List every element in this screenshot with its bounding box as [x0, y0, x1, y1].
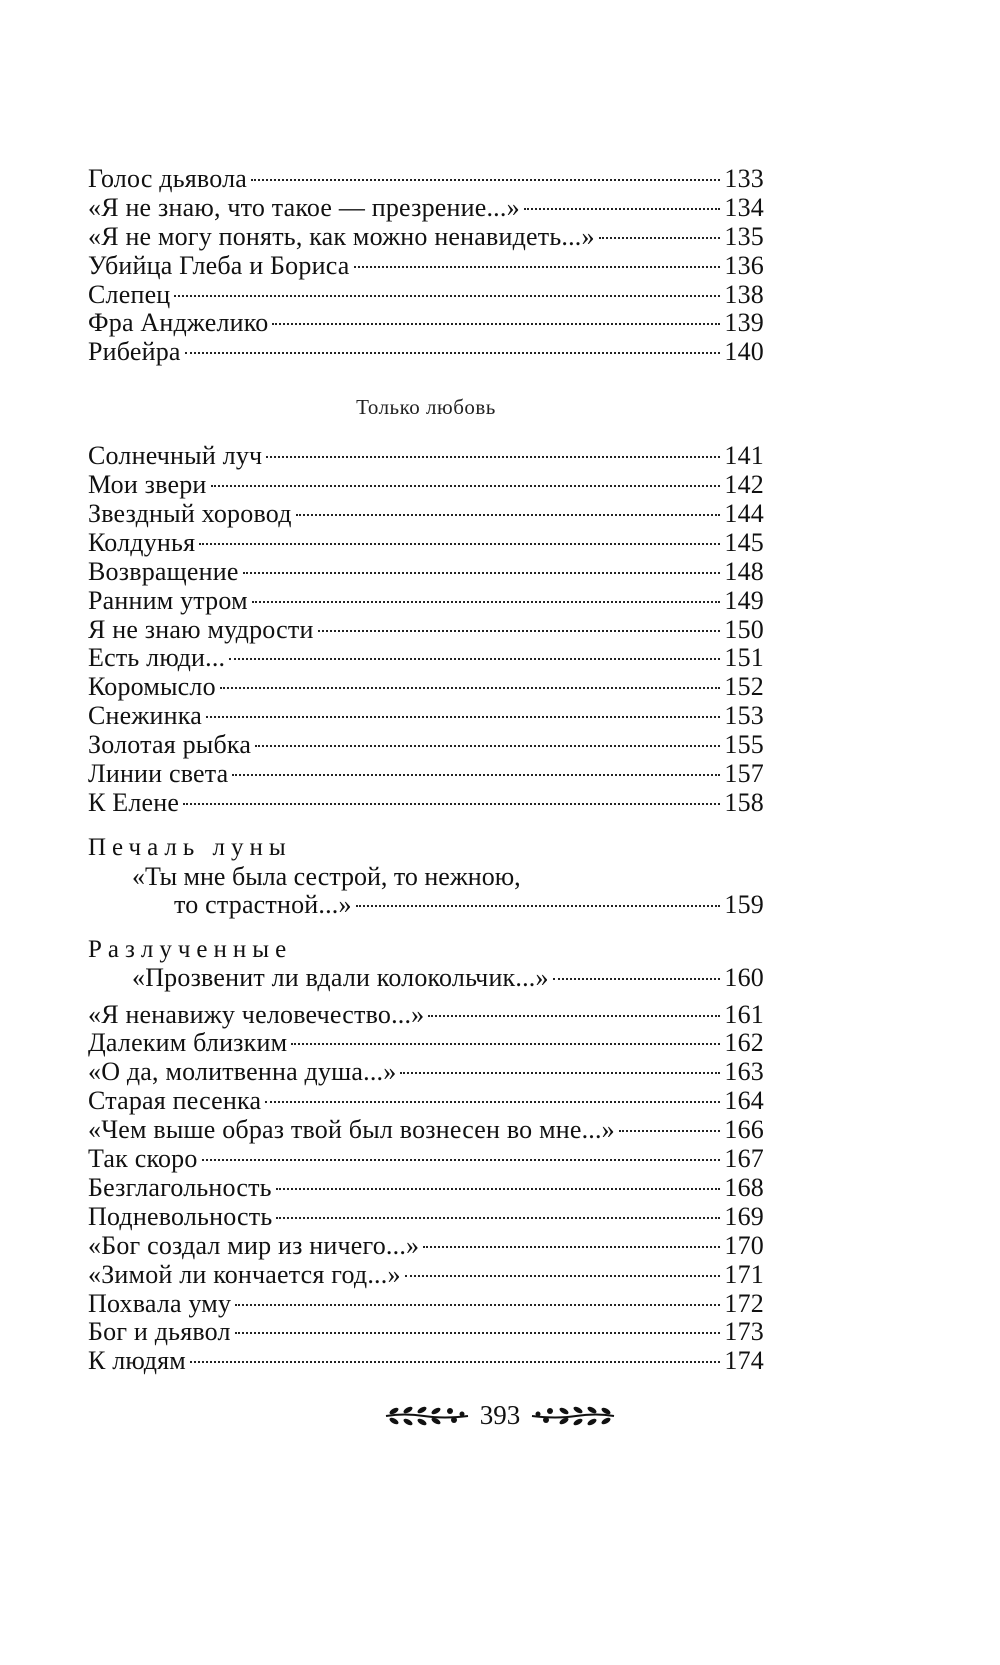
toc-entry-page: 140: [724, 337, 764, 367]
toc-entry-page: 173: [724, 1317, 764, 1347]
toc-entry: [88, 1203, 764, 1232]
dot-leader: [232, 774, 720, 776]
toc-entry-page: 170: [724, 1230, 764, 1260]
toc-entry: [88, 644, 764, 673]
page-footer: [0, 1400, 1000, 1431]
toc-entry-title: Так скоро: [88, 1144, 198, 1174]
dot-leader: [190, 1361, 720, 1363]
toc-entry-page: 136: [724, 250, 764, 280]
toc-entry-page: 164: [724, 1086, 764, 1116]
toc-entry: [88, 616, 764, 645]
dot-leader: [619, 1130, 721, 1132]
laurel-ornament-icon: [384, 1401, 470, 1431]
toc-entry-title: «Бог создал мир из ничего...»: [88, 1230, 420, 1260]
toc-list-love: [88, 442, 764, 818]
toc-entry-title: Далеким близким: [88, 1028, 288, 1058]
toc-entry: [88, 338, 764, 367]
toc-list-bottom: [88, 1001, 764, 1377]
toc-entry-page: 162: [724, 1028, 764, 1058]
toc-entry-title: Рибейра: [88, 337, 181, 367]
toc-entry-page: 144: [724, 499, 764, 529]
toc-entry-title: Солнечный луч: [88, 441, 263, 471]
toc-entry-title: Мои звери: [88, 470, 207, 500]
toc-entry: [88, 673, 764, 702]
toc-entry: [88, 1087, 764, 1116]
dot-leader: [276, 1188, 721, 1190]
dot-leader: [524, 208, 721, 210]
toc-entry-page: 151: [724, 643, 764, 673]
toc-entry-title: «О да, молитвенна душа...»: [88, 1057, 397, 1087]
toc-entry-page: 134: [724, 192, 764, 222]
toc-entry-title: «Зимой ли кончается год...»: [88, 1259, 401, 1289]
toc-entry: [88, 165, 764, 194]
toc-entry: [88, 1029, 764, 1058]
toc-entry-title: Похвала уму: [88, 1288, 232, 1318]
toc-entry-title: Есть люди...: [88, 643, 226, 673]
toc-entry-title: Снежинка: [88, 701, 202, 731]
toc-entry: [88, 471, 764, 500]
toc-entry-title: Убийца Глеба и Бориса: [88, 250, 350, 280]
toc-entry: [88, 587, 764, 616]
toc-entry-page: 150: [724, 614, 764, 644]
dot-leader: [235, 1304, 720, 1306]
toc-entry: [88, 252, 764, 281]
dot-leader: [265, 1101, 720, 1103]
toc-entry: [88, 223, 764, 252]
toc-entry-title: «Прозвенит ли вдали колокольчик...»: [132, 962, 549, 992]
toc-entry-page: 161: [724, 999, 764, 1029]
dot-leader: [405, 1275, 721, 1277]
toc-entry-page: 168: [724, 1172, 764, 1202]
toc-entry-page: 169: [724, 1201, 764, 1231]
toc-entry-page: 157: [724, 759, 764, 789]
toc-entry: [88, 500, 764, 529]
toc-entry-page: 139: [724, 308, 764, 338]
dot-leader: [185, 352, 721, 354]
toc-entry-title: то страстной...»: [174, 889, 352, 919]
dot-leader: [199, 543, 720, 545]
toc-entry: [88, 1290, 764, 1319]
dot-leader: [428, 1015, 720, 1017]
toc-entry-title: Ранним утром: [88, 585, 248, 615]
dot-leader: [211, 485, 721, 487]
toc-entry-title: Фра Анджелико: [88, 308, 269, 338]
toc-entry-page: 135: [724, 221, 764, 251]
toc-entry: [88, 442, 764, 471]
toc-entry-page: 163: [724, 1057, 764, 1087]
dot-leader: [266, 456, 720, 458]
toc-entry-page: 160: [724, 962, 764, 992]
toc-entry-title: «Я не могу понять, как можно ненавидеть...»: [88, 221, 595, 251]
toc-entry: [88, 1318, 764, 1347]
dot-leader: [251, 179, 720, 181]
dot-leader: [356, 905, 721, 907]
toc-entry-title: Подневольность: [88, 1201, 273, 1231]
toc-entry: [88, 1145, 764, 1174]
toc-entry: [88, 1116, 764, 1145]
toc-entry: [88, 702, 764, 731]
toc-entry-title: К Елене: [88, 787, 180, 817]
toc-entry-page: 141: [724, 441, 764, 471]
toc-entry-page: 153: [724, 701, 764, 731]
toc-entry: [88, 891, 764, 920]
toc-entry-title: Слепец: [88, 279, 171, 309]
toc-entry-title: «Я не знаю, что такое — презрение...»: [88, 192, 520, 222]
dot-leader: [423, 1246, 720, 1248]
dot-leader: [599, 237, 721, 239]
dot-leader: [400, 1072, 720, 1074]
dot-leader: [202, 1159, 721, 1161]
toc-entry: [88, 731, 764, 760]
toc-entry-page: 171: [724, 1259, 764, 1289]
dot-leader: [235, 1332, 721, 1334]
toc-entry-title: Голос дьявола: [88, 164, 247, 193]
dot-leader: [291, 1043, 720, 1045]
toc-entry-page: 145: [724, 527, 764, 557]
toc-entry-page: 167: [724, 1144, 764, 1174]
toc-entry-page: 158: [724, 787, 764, 817]
toc-entry: [88, 964, 764, 993]
toc-entry: [88, 789, 764, 818]
toc-entry: [88, 1174, 764, 1203]
toc-entry-title: Я не знаю мудрости: [88, 614, 314, 644]
toc-entry-title: Старая песенка: [88, 1086, 262, 1116]
toc-entry-page: 138: [724, 279, 764, 309]
toc-entry-title: «Чем выше образ твой был вознесен во мне...»: [88, 1115, 615, 1145]
toc-entry: [88, 1058, 764, 1087]
group-heading-moon: Печаль луны: [88, 833, 292, 861]
laurel-ornament-icon: [530, 1401, 616, 1431]
toc-entry: [88, 529, 764, 558]
toc-entry: [88, 1347, 764, 1376]
dot-leader: [229, 658, 720, 660]
toc-entry-page: 155: [724, 730, 764, 760]
toc-entry-title: Безглагольность: [88, 1172, 272, 1202]
toc-entry: [88, 558, 764, 587]
dot-leader: [252, 601, 721, 603]
toc-list-top: [88, 165, 764, 367]
toc-entry-page: 142: [724, 470, 764, 500]
dot-leader: [553, 978, 721, 980]
dot-leader: [183, 803, 720, 805]
toc-entry: [88, 281, 764, 310]
dot-leader: [243, 572, 721, 574]
toc-entry: [88, 309, 764, 338]
toc-entry-page: 159: [724, 889, 764, 919]
toc-entry: [88, 194, 764, 223]
group-heading-separated: Разлученные: [88, 935, 293, 963]
toc-entry: [88, 1261, 764, 1290]
toc-entry-title: Бог и дьявол: [88, 1317, 231, 1347]
toc-entry-title: Звездный хоровод: [88, 499, 292, 529]
toc-entry-page: 152: [724, 672, 764, 702]
toc-entry-title: К людям: [88, 1346, 186, 1376]
toc-entry-page: 149: [724, 585, 764, 615]
toc-entry: [88, 1001, 764, 1030]
toc-entry-title-line: «Ты мне была сестрой, то нежною,: [132, 861, 521, 891]
dot-leader: [318, 630, 721, 632]
dot-leader: [296, 514, 721, 516]
toc-entry-title: «Я ненавижу человечество...»: [88, 999, 425, 1029]
toc-entry-title: Золотая рыбка: [88, 730, 252, 760]
toc-entry-title: Возвращение: [88, 556, 239, 586]
table-of-contents: [88, 165, 764, 1376]
dot-leader: [255, 745, 720, 747]
dot-leader: [272, 323, 720, 325]
dot-leader: [354, 266, 721, 268]
toc-entry-title: Коромысло: [88, 672, 216, 702]
page-number: 393: [479, 1400, 521, 1430]
toc-entry: [88, 760, 764, 789]
dot-leader: [206, 716, 720, 718]
toc-entry-page: 148: [724, 556, 764, 586]
dot-leader: [276, 1217, 720, 1219]
toc-entry-page: 166: [724, 1115, 764, 1145]
toc-entry: [88, 1232, 764, 1261]
toc-entry-page: 172: [724, 1288, 764, 1318]
toc-entry-page: 133: [724, 164, 764, 193]
toc-entry-page: 174: [724, 1346, 764, 1376]
section-heading: Только любовь: [356, 395, 496, 420]
dot-leader: [220, 687, 721, 689]
dot-leader: [174, 295, 720, 297]
toc-entry-title: Колдунья: [88, 527, 196, 557]
toc-entry-title: Линии света: [88, 759, 229, 789]
